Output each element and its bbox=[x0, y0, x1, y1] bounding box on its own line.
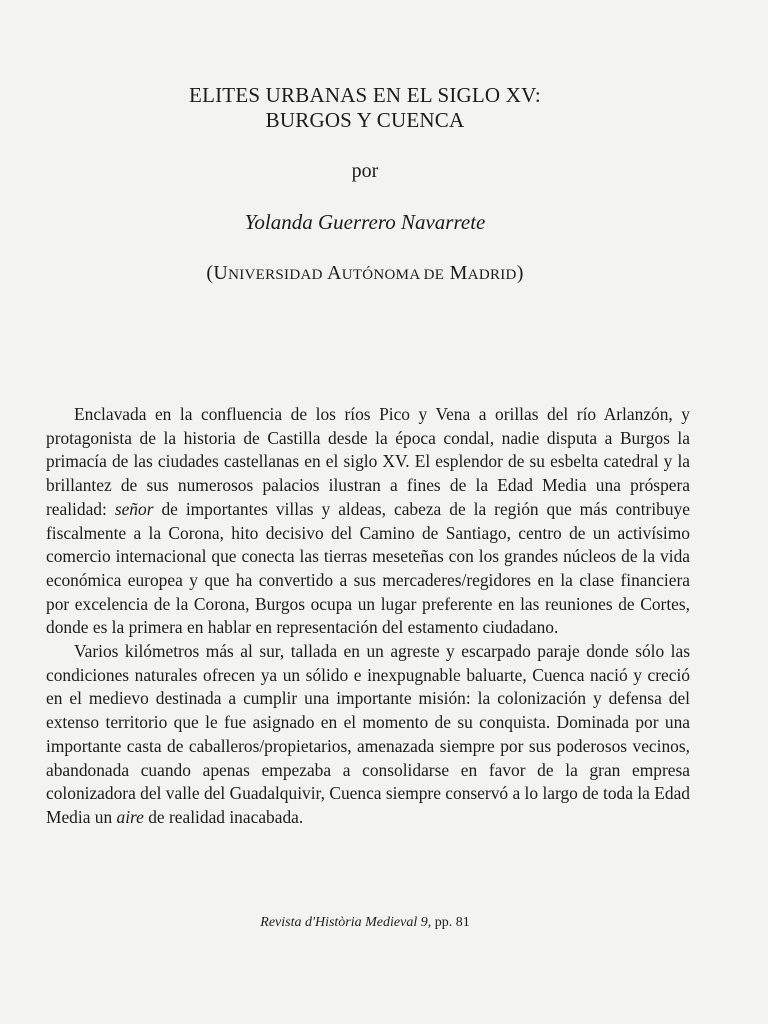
paragraph-2-part-b: de realidad inacabada. bbox=[143, 806, 304, 827]
page-number: pp. 81 bbox=[431, 915, 470, 930]
article-title-line-2: BURGOS Y CUENCA bbox=[265, 108, 465, 132]
affiliation-niversidad: NIVERSIDAD bbox=[228, 267, 323, 283]
author-affiliation bbox=[0, 262, 730, 285]
affiliation-close-paren: ) bbox=[516, 262, 524, 284]
article-body bbox=[46, 403, 690, 830]
paragraph-2-part-a: Varios kilómetros más al sur, tallada en un agreste y escarpado paraje donde sólo las condiciones naturales ofrecen ya un sólido e inexpugnable baluarte, Cuenca nació y creció en el medievo destinada a cumplir una importante misión: la colonización y defensa del extenso territorio que le fue asignado en el momento de su conquista. Dominada por una importante casta de caballeros/propietarios, amenazada siempre por sus poderosos vecinos, abandonada cuando apenas empezaba a consolidarse en favor de la gran empresa colonizadora del valle del Guadalquivir, Cuenca siempre conservó a lo largo de toda la Edad Media un bbox=[46, 641, 690, 827]
paragraph-burgos bbox=[46, 403, 690, 640]
page-footer bbox=[0, 915, 730, 931]
paragraph-1-part-a: Enclavada en la confluencia de los ríos Pico y Vena a orillas del río Arlanzón, y protagonista de la historia de Castilla desde la época condal, nadie disputa a Burgos la primacía de las ciudades castellanas en el siglo XV. El esplendor de su esbelta catedral y la brillantez de sus numerosos palacios ilustran a fines de la Edad Media una próspera realidad: bbox=[46, 404, 690, 519]
author-name: Yolanda Guerrero Navarrete bbox=[244, 210, 486, 234]
affiliation-open-paren: ( bbox=[206, 262, 214, 284]
emphasis-aire: aire bbox=[116, 806, 144, 827]
byline-por: por bbox=[351, 160, 379, 182]
affiliation-initial-u: U bbox=[213, 262, 229, 284]
affiliation-initial-a: A bbox=[326, 262, 342, 284]
affiliation-utonoma-de: UTÓNOMA DE bbox=[341, 267, 445, 283]
journal-citation: Revista d'Història Medieval 9, bbox=[260, 915, 432, 930]
affiliation-adrid: ADRID bbox=[467, 267, 517, 283]
paragraph-1-part-b: de importantes villas y aldeas, cabeza de la región que más contribuye fiscalmente a la Corona, hito decisivo del Camino de Santiago, centro de un activísimo comercio internacional que conecta las tierras meseteñas con los grandes núcleos de la vida económica europea y que ha convertido a sus mercaderes/regidores en la clase financiera por excelencia de la Corona, Burgos ocupa un lugar preferente en las reuniones de Cortes, donde es la primera en hablar en representación del estamento ciudadano. bbox=[46, 498, 690, 638]
affiliation-initial-m: M bbox=[449, 262, 468, 284]
emphasis-senor: señor bbox=[114, 498, 154, 519]
paragraph-cuenca bbox=[46, 640, 690, 830]
article-title-line-1: ELITES URBANAS EN EL SIGLO XV: bbox=[189, 83, 541, 107]
